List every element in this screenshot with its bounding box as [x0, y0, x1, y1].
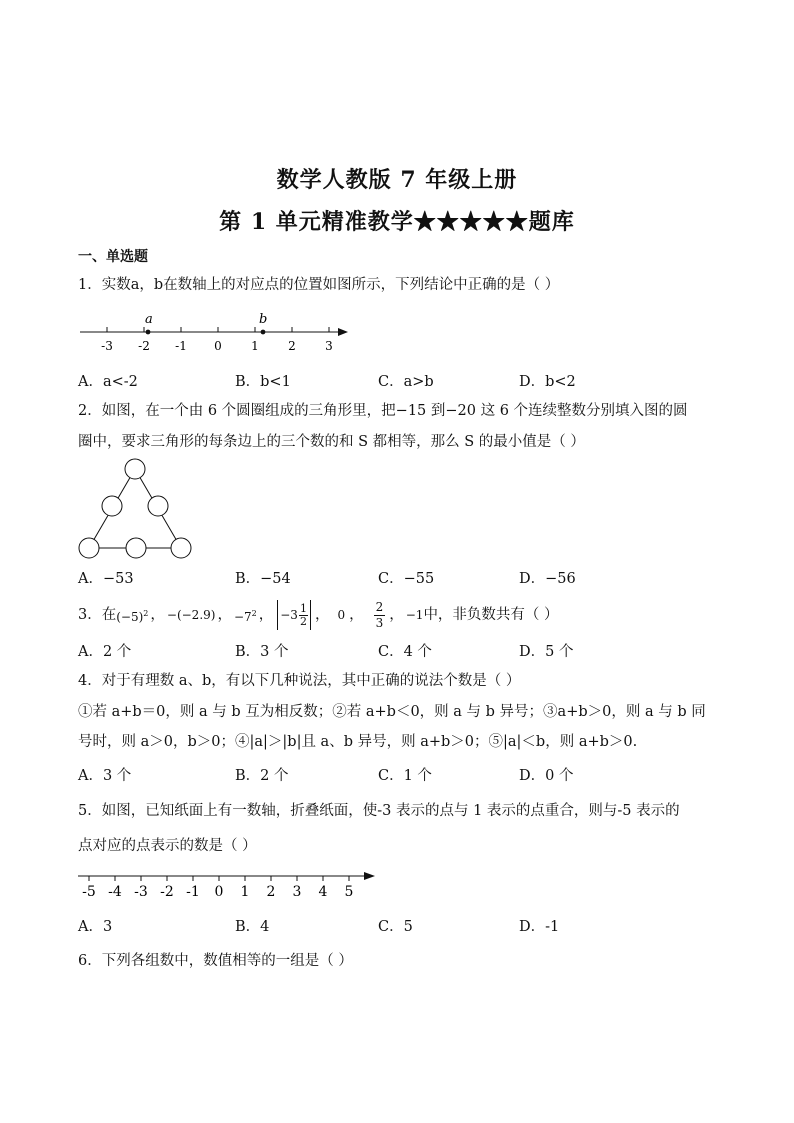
q4-stem: 4．对于有理数 a、b，有以下几种说法，其中正确的说法个数是（ ） [78, 673, 521, 689]
q1-tick-label: -3 [101, 339, 113, 353]
q4-option-a[interactable]: A．3 个 [78, 768, 132, 784]
q5-stem-line2: 点对应的点表示的数是（ ） [78, 838, 257, 854]
q1-tick-label: 0 [214, 339, 222, 353]
q5-tick-label: 4 [318, 884, 328, 900]
page-title-line1: 数学人教版 7 年级上册 [276, 167, 518, 193]
q2-circle-top [125, 459, 145, 479]
q1-point-a [146, 330, 151, 335]
q3-suffix: 中，非负数共有（ ） [423, 607, 559, 623]
q3-sep: ， [349, 607, 364, 623]
q2-option-a[interactable]: A．−53 [78, 571, 134, 587]
q1-option-c[interactable]: C．a>b [378, 374, 434, 390]
section-heading: 一、单选题 [78, 249, 148, 265]
q3-prefix: 3．在 [78, 607, 117, 623]
q1-label-b: b [259, 312, 268, 327]
q3-stem [78, 597, 559, 633]
q5-number-line [76, 864, 380, 904]
q5-tick-label: 5 [344, 884, 354, 900]
q3-sep: ， [150, 607, 165, 623]
q4-statements-line1: ①若 a+b＝0，则 a 与 b 互为相反数；②若 a+b＜0，则 a 与 b 异号；③a+b＞0，则 a 与 b 同 [78, 704, 706, 720]
q3-term-two-thirds: 2 3 [375, 599, 384, 630]
q5-tick-label: -1 [186, 884, 200, 900]
q1-option-b[interactable]: B．b<1 [235, 374, 291, 390]
q5-axis-arrow [364, 872, 375, 880]
q2-triangle-diagram [72, 455, 202, 565]
q6-stem: 6．下列各组数中，数值相等的一组是（ ） [78, 953, 353, 969]
q3-term-neg7-squared: $-7^2$ [233, 608, 257, 624]
q3-option-c[interactable]: C．4 个 [378, 644, 432, 660]
q4-option-d[interactable]: D．0 个 [519, 768, 574, 784]
page-title-line2: 第 1 单元精准教学★★★★★题库 [219, 209, 575, 235]
q3-term-abs-mixed: −3 1 2 [277, 600, 311, 630]
q5-tick-label: 2 [266, 884, 276, 900]
q5-option-c[interactable]: C．5 [378, 919, 413, 935]
q5-tick-label: 1 [240, 884, 250, 900]
q5-tick-label: -3 [134, 884, 148, 900]
q2-circle-bottom-mid [126, 538, 146, 558]
q2-stem-line1: 2．如图，在一个由 6 个圆圈组成的三角形里，把−15 到−20 这 6 个连续整数分别填入图的圆 [78, 403, 688, 419]
q4-option-c[interactable]: C．1 个 [378, 768, 432, 784]
q3-term-neg-one: −1 [405, 608, 424, 622]
q1-tick-label: -2 [138, 339, 150, 353]
q5-option-b[interactable]: B．4 [235, 919, 270, 935]
q1-option-d[interactable]: D．b<2 [519, 374, 576, 390]
q5-option-a[interactable]: A．3 [78, 919, 113, 935]
q2-circle-left-mid [102, 496, 122, 516]
q5-option-d[interactable]: D．-1 [519, 919, 560, 935]
q3-option-b[interactable]: B．3 个 [235, 644, 289, 660]
q1-tick-label: 2 [288, 339, 296, 353]
q3-term-neg5-squared: $(-5)^2$ [116, 608, 149, 624]
q3-sep: ， [314, 607, 330, 623]
q3-term-neg-neg29: −(−2.9) [166, 608, 216, 622]
q5-tick-label: -2 [160, 884, 174, 900]
q3-sep: ， [258, 607, 274, 623]
q1-number-line [76, 308, 356, 356]
q2-circle-bottom-right [171, 538, 191, 558]
q5-tick-label: -5 [82, 884, 96, 900]
q1-tick-label: 3 [325, 339, 333, 353]
q2-stem-line2: 圈中，要求三角形的每条边上的三个数的和 S 都相等，那么 S 的最小值是（ ） [78, 434, 585, 450]
q1-stem: 1．实数a，b在数轴上的对应点的位置如图所示，下列结论中正确的是（ ） [78, 277, 560, 293]
q2-option-b[interactable]: B．−54 [235, 571, 291, 587]
q4-option-b[interactable]: B．2 个 [235, 768, 289, 784]
q2-option-c[interactable]: C．−55 [378, 571, 435, 587]
q3-option-a[interactable]: A．2 个 [78, 644, 132, 660]
q3-option-d[interactable]: D．5 个 [519, 644, 574, 660]
q1-tick-label: -1 [175, 339, 187, 353]
q1-axis-arrow [338, 328, 348, 336]
q1-point-b [261, 330, 266, 335]
q2-option-d[interactable]: D．−56 [519, 571, 576, 587]
q5-tick-label: 0 [214, 884, 224, 900]
q4-statements-line2: 号时，则 a＞0，b＞0；④|a|＞|b|且 a、b 异号，则 a+b＞0；⑤|a|＜b，则 a+b＞0. [78, 734, 638, 750]
q5-tick-label: 3 [292, 884, 302, 900]
q1-tick-label: 1 [251, 339, 259, 353]
q2-circle-right-mid [148, 496, 168, 516]
q5-stem-line1: 5．如图，已知纸面上有一数轴，折叠纸面，使-3 表示的点与 1 表示的点重合，则与-5 表示的 [78, 803, 680, 819]
q3-term-zero: 0 [337, 608, 346, 622]
q3-sep: ， [217, 607, 232, 623]
q5-tick-label: -4 [108, 884, 122, 900]
q3-sep: ， [389, 607, 404, 623]
q1-option-a[interactable]: A．a<-2 [78, 374, 138, 390]
q2-circle-bottom-left [79, 538, 99, 558]
q1-label-a: a [145, 312, 153, 327]
